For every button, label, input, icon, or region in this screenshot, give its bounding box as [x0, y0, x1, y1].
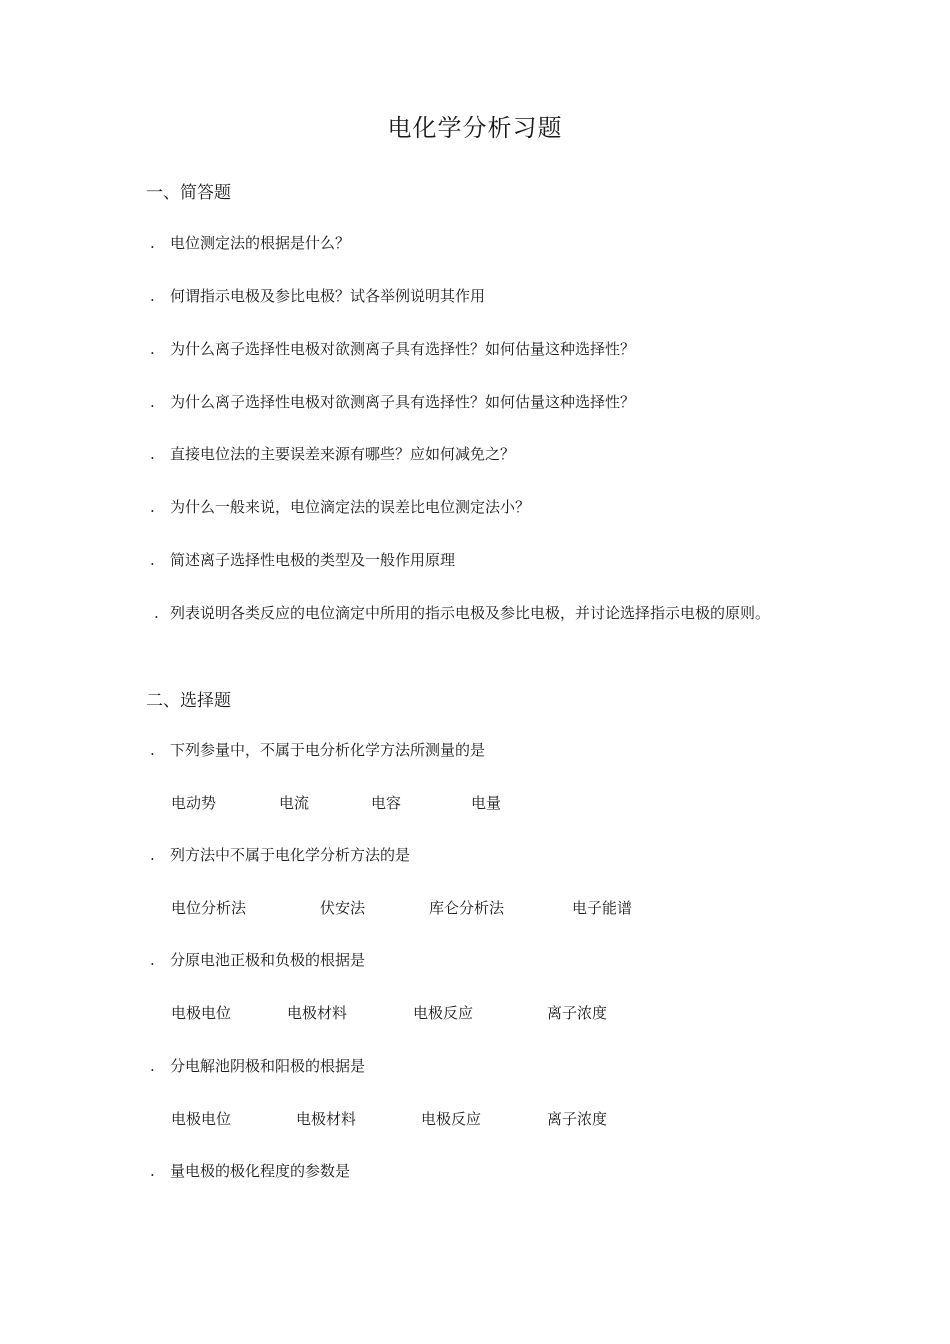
question-1-8 [146, 599, 816, 628]
option-b: 电极材料 [296, 1110, 357, 1128]
question-text: 下列参量中，不属于电分析化学方法所测量的是 [170, 741, 486, 759]
question-1-4 [150, 388, 820, 417]
question-text: 为什么离子选择性电极对欲测离子具有选择性？如何估量这种选择性？ [170, 393, 636, 411]
question-marker: . [150, 234, 155, 252]
question-text: 列表说明各类反应的电位滴定中所用的指示电极及参比电极，并讨论选择指示电极的原则。 [170, 604, 771, 622]
question-marker: . [150, 445, 155, 463]
option-a: 电极电位 [171, 1110, 232, 1128]
question-marker: . [150, 498, 155, 516]
question-2-4 [150, 1052, 820, 1081]
question-1-5 [150, 440, 820, 469]
option-a: 电动势 [171, 794, 217, 812]
question-marker: . [150, 393, 155, 411]
question-text: 分原电池正极和负极的根据是 [170, 951, 366, 969]
option-b: 伏安法 [320, 899, 366, 917]
question-marker: . [150, 741, 155, 759]
question-marker: . [150, 951, 155, 969]
question-text: 量电极的极化程度的参数是 [170, 1162, 351, 1180]
option-c: 电极反应 [421, 1110, 482, 1128]
question-marker: . [150, 340, 155, 358]
question-marker: . [150, 1057, 155, 1075]
question-2-5 [150, 1157, 820, 1186]
option-c: 库仑分析法 [429, 899, 505, 917]
question-text: 电位测定法的根据是什么？ [170, 234, 351, 252]
option-c: 电极反应 [413, 1004, 474, 1022]
question-text: 列方法中不属于电化学分析方法的是 [170, 846, 411, 864]
option-a: 电极电位 [171, 1004, 232, 1022]
option-d: 离子浓度 [547, 1004, 608, 1022]
section-heading-multiple-choice: 二、选择题 [146, 691, 231, 711]
question-marker: . [150, 1162, 155, 1180]
question-marker: . [150, 846, 155, 864]
option-d: 离子浓度 [547, 1110, 608, 1128]
option-b: 电极材料 [287, 1004, 348, 1022]
question-marker: . [150, 551, 155, 569]
option-b: 电流 [279, 794, 310, 812]
question-text: 为什么一般来说，电位滴定法的误差比电位测定法小？ [170, 498, 531, 516]
question-1-6 [150, 493, 820, 522]
option-a: 电位分析法 [171, 899, 247, 917]
question-text: 直接电位法的主要误差来源有哪些？应如何减免之？ [170, 445, 516, 463]
question-1-1 [150, 229, 820, 258]
question-2-3 [150, 946, 820, 975]
option-c: 电容 [371, 794, 402, 812]
section-heading-short-answer: 一、简答题 [146, 183, 231, 203]
question-text: 分电解池阴极和阳极的根据是 [170, 1057, 366, 1075]
question-text: 为什么离子选择性电极对欲测离子具有选择性？如何估量这种选择性？ [170, 340, 636, 358]
document-title: 电化学分析习题 [387, 114, 563, 142]
question-text: 简述离子选择性电极的类型及一般作用原理 [170, 551, 456, 569]
question-text: 何谓指示电极及参比电极？试各举例说明其作用 [170, 287, 486, 305]
question-1-3 [150, 335, 820, 364]
question-1-2 [150, 282, 820, 311]
option-d: 电子能谱 [572, 899, 633, 917]
question-marker: . [150, 287, 155, 305]
question-1-7 [150, 546, 820, 575]
question-2-2 [150, 841, 820, 870]
question-marker: . [154, 604, 159, 622]
question-2-1 [150, 736, 820, 765]
option-d: 电量 [471, 794, 502, 812]
